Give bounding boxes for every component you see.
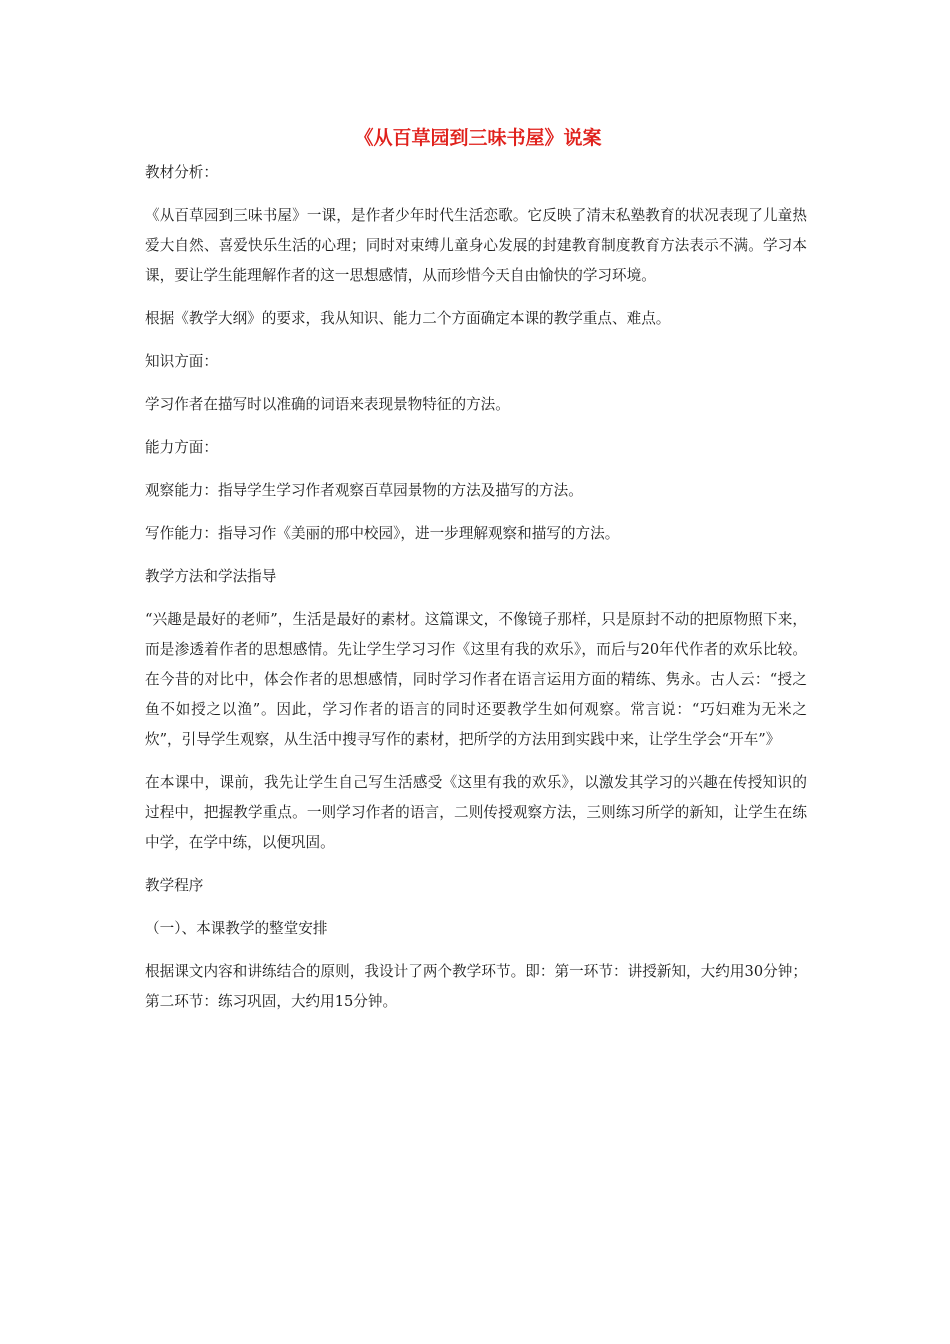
paragraph-observation-ability: 观察能力：指导学生学习作者观察百草园景物的方法及描写的方法。 [145, 482, 583, 499]
section-heading-teaching-procedure: 教学程序 [145, 877, 204, 894]
section-heading-ability: 能力方面： [145, 439, 218, 456]
paragraph-writing-ability: 写作能力：指导习作《美丽的邢中校园》，进一步理解观察和描写的方法。 [145, 525, 620, 542]
section-heading-knowledge: 知识方面： [145, 353, 218, 370]
paragraph-material-analysis: 《从百草园到三味书屋》一课，是作者少年时代生活恋歌。它反映了清末私塾教育的状况表现了儿童热爱大自然、喜爱快乐生活的心理；同时对束缚儿童身心发展的封建教育制度教育方法表示不满。学习本课，要让学生能理解作者的这一思想感情，从而珍惜今天自由愉快的学习环境。 [145, 207, 807, 284]
paragraph-knowledge: 学习作者在描写时以准确的词语来表现景物特征的方法。 [145, 396, 510, 413]
paragraph-teaching-method: “兴趣是最好的老师”，生活是最好的素材。这篇课文，不像镜子那样，只是原封不动的把原物照下来，而是渗透着作者的思想感情。先让学生学习习作《这里有我的欢乐》，而后与20年代作者的欢乐比较。在今昔的对比中，体会作者的思想感情，同时学习作者在语言运用方面的精练、隽永。古人云：“授之鱼不如授之以渔”。因此，学习作者的语言的同时还要教学生如何观察。常言说：“巧妇难为无米之炊”，引导学生观察，从生活中搜寻写作的素材，把所学的方法用到实践中来，让学生学会“开车”》 [145, 611, 807, 748]
document-title: 《从百草园到三味书屋》说案 [354, 127, 602, 149]
paragraph-syllabus: 根据《教学大纲》的要求，我从知识、能力二个方面确定本课的教学重点、难点。 [145, 310, 671, 327]
paragraph-overall-arrangement: 根据课文内容和讲练结合的原则，我设计了两个教学环节。即：第一环节：讲授新知，大约用30分钟；第二环节：练习巩固，大约用15分钟。 [145, 963, 807, 1010]
subsection-heading-overall-arrangement: （一）、本课教学的整堂安排 [145, 920, 328, 937]
document-page [145, 124, 807, 1030]
section-heading-material-analysis: 教材分析： [145, 164, 218, 181]
section-heading-teaching-method: 教学方法和学法指导 [145, 568, 277, 585]
paragraph-lesson-plan: 在本课中，课前，我先让学生自己写生活感受《这里有我的欢乐》，以激发其学习的兴趣在传授知识的过程中，把握教学重点。一则学习作者的语言，二则传授观察方法，三则练习所学的新知，让学生在练中学，在学中练，以便巩固。 [145, 774, 807, 851]
